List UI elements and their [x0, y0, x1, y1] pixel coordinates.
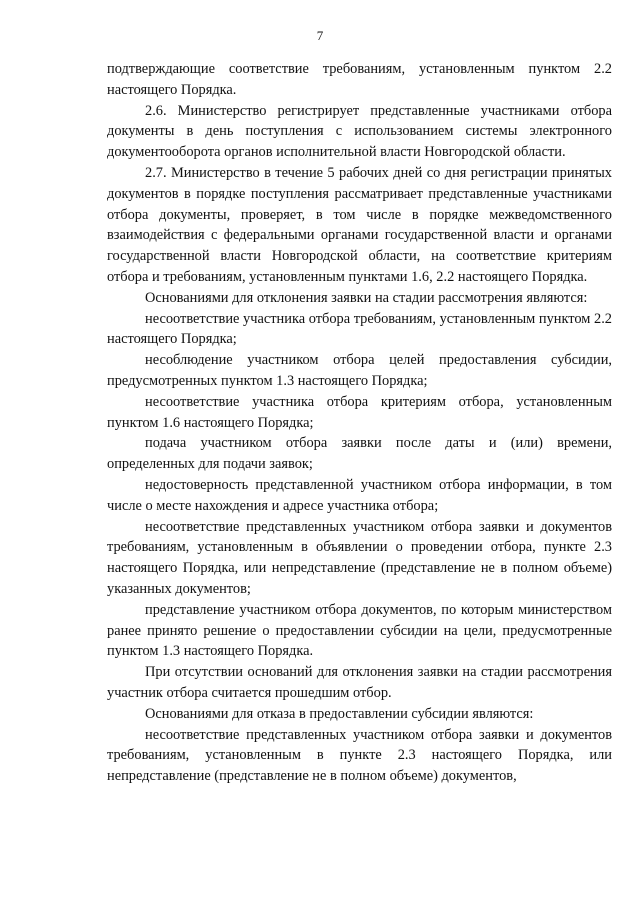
rejection-ground-item: представление участником отбора документов, по которым министерством ранее принято решение о предоставлении субсидии на цели, предусмотренные пунктом 1.3 настоящего Порядка. — [107, 601, 612, 660]
rejection-ground-item: несоответствие представленных участником отбора заявки и документов требованиям, установленным в объявлении о проведении отбора, пункте 2.3 настоящего Порядка, или непредставление (представление не в полном объеме) указанных документов; — [107, 518, 612, 597]
paragraph-continuation: подтверждающие соответствие требованиям, установленным пунктом 2.2 настоящего Порядка. — [107, 61, 612, 98]
paragraph-refusal-grounds-heading: Основаниями для отказа в предоставлении субсидии являются: — [145, 705, 534, 722]
paragraph-rejection-grounds-heading: Основаниями для отклонения заявки на стадии рассмотрения являются: — [145, 289, 588, 306]
rejection-ground-item: недостоверность представленной участником отбора информации, в том числе о месте нахождения и адресе участника отбора; — [107, 476, 612, 514]
refusal-ground-item: несоответствие представленных участником отбора заявки и документов требованиям, установленным в пункте 2.3 настоящего Порядка, или непредставление (представление не в полном объеме) документов, — [107, 726, 612, 785]
rejection-ground-item: подача участником отбора заявки после даты и (или) времени, определенных для подачи заявок; — [107, 435, 612, 473]
rejection-ground-item: несоответствие участника отбора требованиям, установленным пунктом 2.2 настоящего Порядка; — [107, 310, 612, 348]
paragraph-2-6: 2.6. Министерство регистрирует представленные участниками отбора документы в день поступления с использованием системы электронного документооборота органов исполнительной власти Новгородской области. — [107, 102, 612, 161]
paragraph-2-7: 2.7. Министерство в течение 5 рабочих дней со дня регистрации принятых документов в порядке поступления рассматривает представленные участниками отбора документы, проверяет, в том числе в порядке межведомственного взаимодействия с федеральными органами государственной власти и органами государственной власти Новгородской области, на соответствие критериям отбора и требованиям, установленным пунктами 1.6, 2.2 настоящего Порядка. — [107, 164, 612, 285]
rejection-ground-item: несоответствие участника отбора критериям отбора, установленным пунктом 1.6 настоящего Порядка; — [107, 393, 612, 431]
page-number: 7 — [316, 28, 324, 43]
rejection-ground-item: несоблюдение участником отбора целей предоставления субсидии, предусмотренных пунктом 1.3 настоящего Порядка; — [107, 352, 612, 389]
document-body — [107, 59, 612, 787]
paragraph-passed-selection: При отсутствии оснований для отклонения заявки на стадии рассмотрения участник отбора считается прошедшим отбор. — [107, 664, 612, 701]
